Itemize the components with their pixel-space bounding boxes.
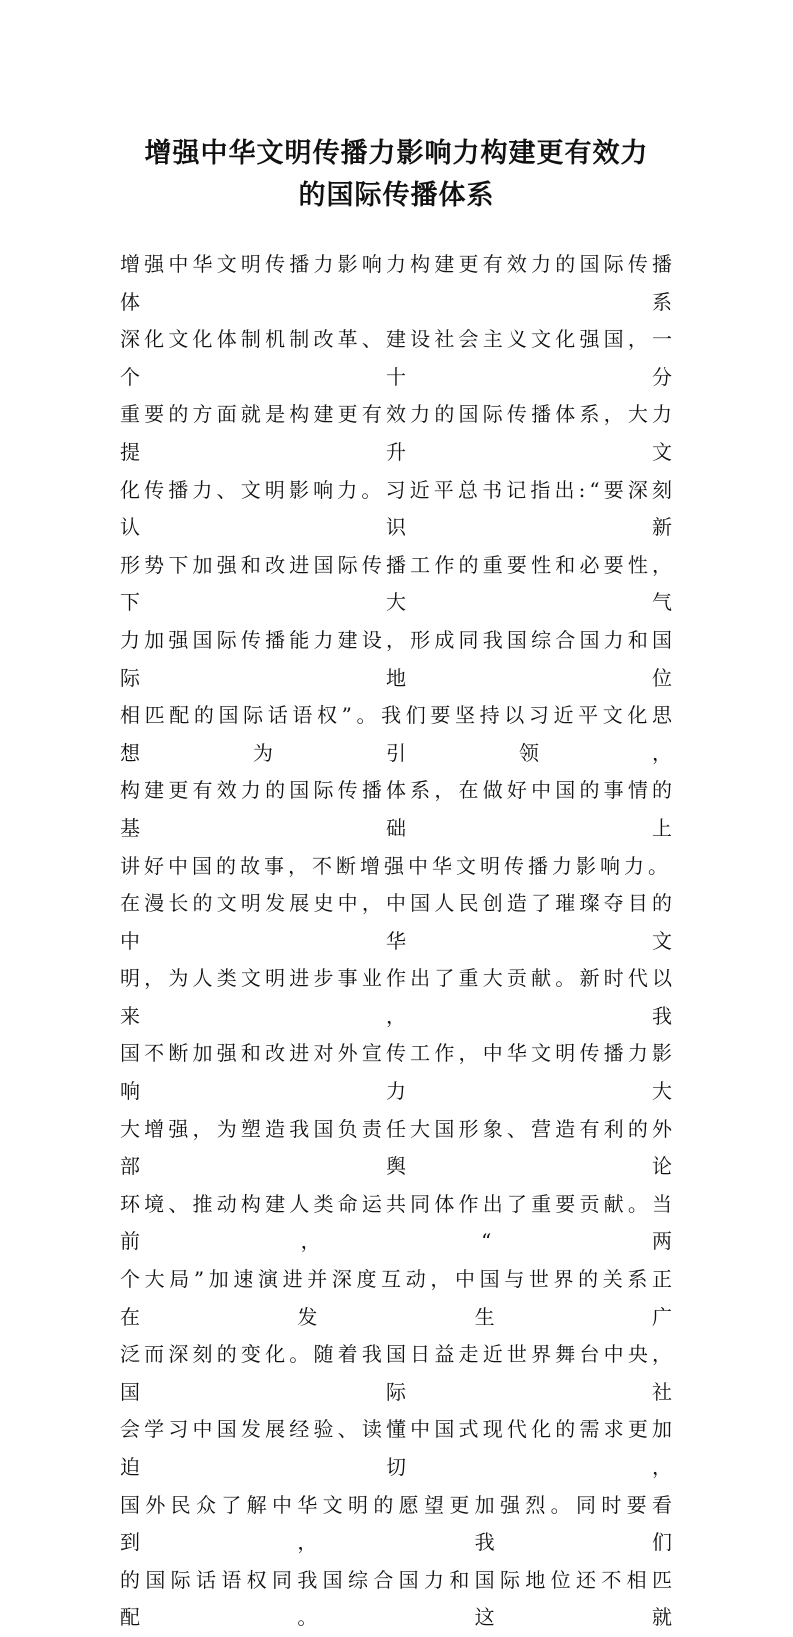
- body-line: 明，为人类文明进步事业作出了重大贡献。新时代以来，我: [120, 966, 676, 1028]
- body-line: 重要的方面就是构建更有效力的国际传播体系，大力提升文: [120, 402, 676, 464]
- body-line: 会学习中国发展经验、读懂中国式现代化的需求更加迫切，: [120, 1417, 676, 1479]
- body-line: 增强中华文明传播力影响力构建更有效力的国际传播体系: [120, 252, 676, 314]
- body-line: 国外民众了解中华文明的愿望更加强烈。同时要看到，我们: [120, 1492, 676, 1555]
- body-line: 构建更有效力的国际传播体系，在做好中国的事情的基础上: [120, 778, 676, 840]
- body-line: 化传播力、文明影响力。习近平总书记指出:“要深刻认识新: [120, 477, 676, 540]
- document-title-line-2: 的国际传播体系: [298, 180, 495, 211]
- body-line: 力加强国际传播能力建设，形成同我国综合国力和国际地位: [120, 627, 676, 690]
- body-line: 环境、推动构建人类命运共同体作出了重要贡献。当前，“两: [120, 1191, 676, 1254]
- body-line: 相匹配的国际话语权”。我们要坚持以习近平文化思想为引领，: [120, 703, 676, 765]
- body-line: 泛而深刻的变化。随着我国日益走近世界舞台中央，国际社: [120, 1342, 676, 1404]
- body-line: 讲好中国的故事，不断增强中华文明传播力影响力。: [120, 853, 672, 878]
- body-line: 大增强，为塑造我国负责任大国形象、营造有利的外部舆论: [120, 1116, 676, 1179]
- body-line: 形势下加强和改进国际传播工作的重要性和必要性，下大气: [120, 552, 676, 615]
- body-line: 深化文化体制机制改革、建设社会主义文化强国，一个十分: [120, 327, 676, 389]
- document-title-line-1: 增强中华文明传播力影响力构建更有效力: [144, 138, 649, 169]
- body-line: 的国际话语权同我国综合国力和国际地位还不相匹配。这就: [120, 1567, 676, 1630]
- body-line: 个大局”加速演进并深度互动，中国与世界的关系正在发生广: [120, 1267, 676, 1329]
- body-line: 在漫长的文明发展史中，中国人民创造了璀璨夺目的中华文: [120, 891, 676, 953]
- document-body: [120, 246, 676, 1637]
- body-line: 国不断加强和改进对外宣传工作，中华文明传播力影响力大: [120, 1041, 676, 1104]
